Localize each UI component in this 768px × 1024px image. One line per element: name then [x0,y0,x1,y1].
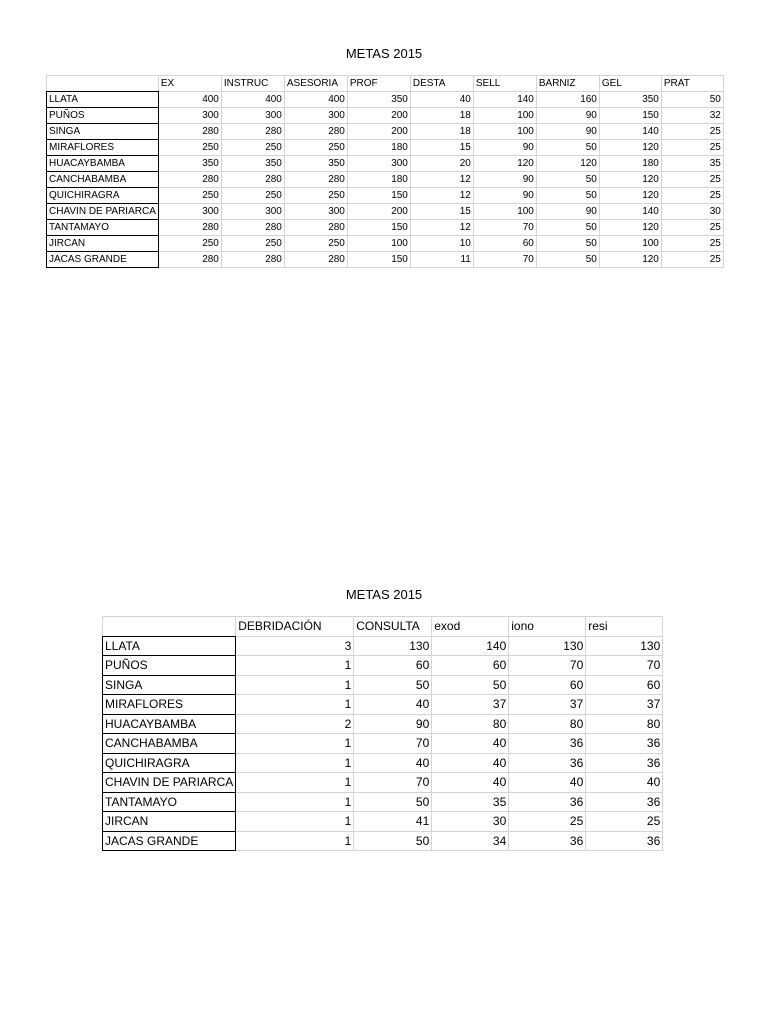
table-cell: 11 [410,252,473,268]
table-row [103,734,663,754]
column-header: iono [509,617,586,637]
table-cell: 20 [410,156,473,172]
table-cell: 280 [158,220,221,236]
table-cell: 100 [599,236,661,252]
table2-header-row [103,617,663,637]
table-row [47,140,724,156]
table-cell: 50 [354,831,432,851]
table-row [47,124,724,140]
table-cell: 60 [509,675,586,695]
table-row [103,792,663,812]
row-label: JACAS GRANDE [103,831,236,851]
table-cell: 50 [536,236,599,252]
table-cell: 160 [536,92,599,108]
table-cell: 250 [284,140,347,156]
table-cell: 32 [661,108,723,124]
table-cell: 280 [158,172,221,188]
table-cell: 130 [354,636,432,656]
table-cell: 30 [661,204,723,220]
table-cell: 70 [473,220,536,236]
column-header: exod [432,617,509,637]
table-cell: 280 [284,220,347,236]
table-cell: 280 [221,252,284,268]
table-cell: 140 [599,124,661,140]
table-cell: 70 [354,734,432,754]
table-cell: 25 [586,812,663,832]
row-label: QUICHIRAGRA [103,753,236,773]
table-cell: 140 [473,92,536,108]
table-cell: 1 [236,695,354,715]
table-cell: 40 [509,773,586,793]
table-cell: 50 [432,675,509,695]
table-cell: 300 [221,204,284,220]
table-cell: 150 [599,108,661,124]
table-cell: 180 [599,156,661,172]
table-cell: 60 [473,236,536,252]
table-cell: 90 [536,204,599,220]
table-row [47,108,724,124]
table-cell: 25 [661,140,723,156]
table-cell: 90 [536,108,599,124]
table-cell: 40 [354,753,432,773]
table-cell: 70 [509,656,586,676]
table-cell: 130 [509,636,586,656]
table-cell: 35 [661,156,723,172]
table-cell: 120 [599,252,661,268]
table-cell: 120 [473,156,536,172]
table-cell: 37 [432,695,509,715]
table-cell: 25 [509,812,586,832]
table-cell: 40 [354,695,432,715]
row-label: MIRAFLORES [103,695,236,715]
table-cell: 36 [509,753,586,773]
table-cell: 90 [354,714,432,734]
table-cell: 10 [410,236,473,252]
table-row [103,773,663,793]
table-cell: 250 [158,140,221,156]
row-label: TANTAMAYO [103,792,236,812]
column-header: BARNIZ [536,76,599,92]
table-row [103,812,663,832]
row-label: LLATA [47,92,159,108]
table-cell: 300 [284,108,347,124]
table-cell: 15 [410,204,473,220]
table1-title: METAS 2015 [345,46,423,61]
table-row [47,252,724,268]
table-cell: 50 [536,140,599,156]
table-cell: 200 [347,204,410,220]
table-row [103,753,663,773]
table-cell: 40 [586,773,663,793]
table-cell: 200 [347,108,410,124]
table-cell: 280 [284,124,347,140]
table-cell: 12 [410,172,473,188]
table-cell: 25 [661,188,723,204]
table-row [47,188,724,204]
table-cell: 300 [221,108,284,124]
table-cell: 120 [536,156,599,172]
table-cell: 35 [432,792,509,812]
table-cell: 12 [410,188,473,204]
table-cell: 400 [284,92,347,108]
table-cell: 350 [599,92,661,108]
table-cell: 100 [347,236,410,252]
row-label: PUÑOS [47,108,159,124]
table-cell: 1 [236,734,354,754]
table1-header-row [47,76,724,92]
column-header: INSTRUC [221,76,284,92]
table-cell: 250 [221,188,284,204]
table-cell: 300 [347,156,410,172]
table-cell: 41 [354,812,432,832]
table-cell: 90 [473,172,536,188]
table-row [47,236,724,252]
table-cell: 60 [586,675,663,695]
column-header: DESTA [410,76,473,92]
table-cell: 150 [347,188,410,204]
table-cell: 300 [158,204,221,220]
table-cell: 250 [221,140,284,156]
row-label: CANCHABAMBA [47,172,159,188]
table-cell: 280 [221,172,284,188]
table-cell: 300 [284,204,347,220]
row-label: LLATA [103,636,236,656]
row-label: CANCHABAMBA [103,734,236,754]
table-cell: 40 [432,753,509,773]
row-label: JIRCAN [47,236,159,252]
table-cell: 80 [586,714,663,734]
table-cell: 350 [284,156,347,172]
table-cell: 280 [158,252,221,268]
table-cell: 25 [661,236,723,252]
table-cell: 120 [599,140,661,156]
table-cell: 300 [158,108,221,124]
table-cell: 280 [284,252,347,268]
table-cell: 50 [661,92,723,108]
table-cell: 120 [599,220,661,236]
table-cell: 350 [347,92,410,108]
table-cell: 36 [586,792,663,812]
table-cell: 100 [473,204,536,220]
table-cell: 280 [284,172,347,188]
table-cell: 120 [599,172,661,188]
column-header: CONSULTA [354,617,432,637]
table-cell: 90 [473,140,536,156]
table-cell: 50 [536,220,599,236]
table-cell: 280 [221,220,284,236]
column-header: EX [158,76,221,92]
column-header: PROF [347,76,410,92]
table-cell: 1 [236,675,354,695]
row-label: SINGA [103,675,236,695]
table-row [47,220,724,236]
table-cell: 180 [347,140,410,156]
table-cell: 400 [158,92,221,108]
table-row [103,831,663,851]
table-cell: 250 [158,188,221,204]
table-cell: 1 [236,792,354,812]
column-header: SELL [473,76,536,92]
table-cell: 280 [158,124,221,140]
table-cell: 25 [661,124,723,140]
table-cell: 36 [509,734,586,754]
table-cell: 140 [432,636,509,656]
column-header: DEBRIDACIÓN [236,617,354,637]
table-cell: 140 [599,204,661,220]
table-cell: 60 [432,656,509,676]
row-label: CHAVIN DE PARIARCA [47,204,159,220]
table-cell: 1 [236,773,354,793]
table-cell: 36 [509,831,586,851]
table-cell: 90 [536,124,599,140]
table-cell: 37 [509,695,586,715]
table-cell: 36 [586,831,663,851]
column-header: PRAT [661,76,723,92]
table-cell: 34 [432,831,509,851]
table-row [103,636,663,656]
table-cell: 250 [284,188,347,204]
table-cell: 3 [236,636,354,656]
table-cell: 40 [432,734,509,754]
table-cell: 250 [158,236,221,252]
table-cell: 60 [354,656,432,676]
table-cell: 36 [509,792,586,812]
row-label: MIRAFLORES [47,140,159,156]
table-cell: 150 [347,220,410,236]
table-cell: 70 [473,252,536,268]
row-label: QUICHIRAGRA [47,188,159,204]
table-cell: 50 [536,188,599,204]
table-row [47,204,724,220]
table-cell: 400 [221,92,284,108]
table2-title: METAS 2015 [345,587,423,602]
table-cell: 1 [236,753,354,773]
row-label: SINGA [47,124,159,140]
table-cell: 120 [599,188,661,204]
table-cell: 37 [586,695,663,715]
table-cell: 30 [432,812,509,832]
metas-table-2 [102,616,663,851]
table-cell: 15 [410,140,473,156]
table-cell: 18 [410,124,473,140]
table-row [103,675,663,695]
table-cell: 36 [586,753,663,773]
corner-cell [103,617,236,637]
table-cell: 36 [586,734,663,754]
table-cell: 100 [473,108,536,124]
table-cell: 180 [347,172,410,188]
table-cell: 1 [236,812,354,832]
column-header: GEL [599,76,661,92]
row-label: CHAVIN DE PARIARCA [103,773,236,793]
row-label: JACAS GRANDE [47,252,159,268]
table-cell: 50 [536,172,599,188]
row-label: PUÑOS [103,656,236,676]
table-cell: 25 [661,252,723,268]
table-cell: 130 [586,636,663,656]
table-cell: 12 [410,220,473,236]
row-label: HUACAYBAMBA [103,714,236,734]
table-cell: 50 [536,252,599,268]
table-cell: 25 [661,172,723,188]
table-cell: 80 [509,714,586,734]
table-cell: 70 [354,773,432,793]
table-cell: 1 [236,831,354,851]
metas-table-1 [46,75,724,268]
table-cell: 25 [661,220,723,236]
table-cell: 350 [221,156,284,172]
table-cell: 80 [432,714,509,734]
table-cell: 100 [473,124,536,140]
table-cell: 350 [158,156,221,172]
table-cell: 50 [354,675,432,695]
corner-cell [47,76,159,92]
table-cell: 90 [473,188,536,204]
table-row [47,172,724,188]
row-label: TANTAMAYO [47,220,159,236]
table-row [103,695,663,715]
table-cell: 250 [221,236,284,252]
table-cell: 1 [236,656,354,676]
table-row [103,656,663,676]
table-cell: 70 [586,656,663,676]
table-cell: 2 [236,714,354,734]
row-label: JIRCAN [103,812,236,832]
table-row [47,156,724,172]
table-cell: 280 [221,124,284,140]
table-row [103,714,663,734]
table-cell: 40 [432,773,509,793]
row-label: HUACAYBAMBA [47,156,159,172]
table-cell: 150 [347,252,410,268]
table-cell: 250 [284,236,347,252]
table-cell: 18 [410,108,473,124]
table-cell: 50 [354,792,432,812]
table-cell: 40 [410,92,473,108]
column-header: resi [586,617,663,637]
table-cell: 200 [347,124,410,140]
table-row [47,92,724,108]
column-header: ASESORIA [284,76,347,92]
